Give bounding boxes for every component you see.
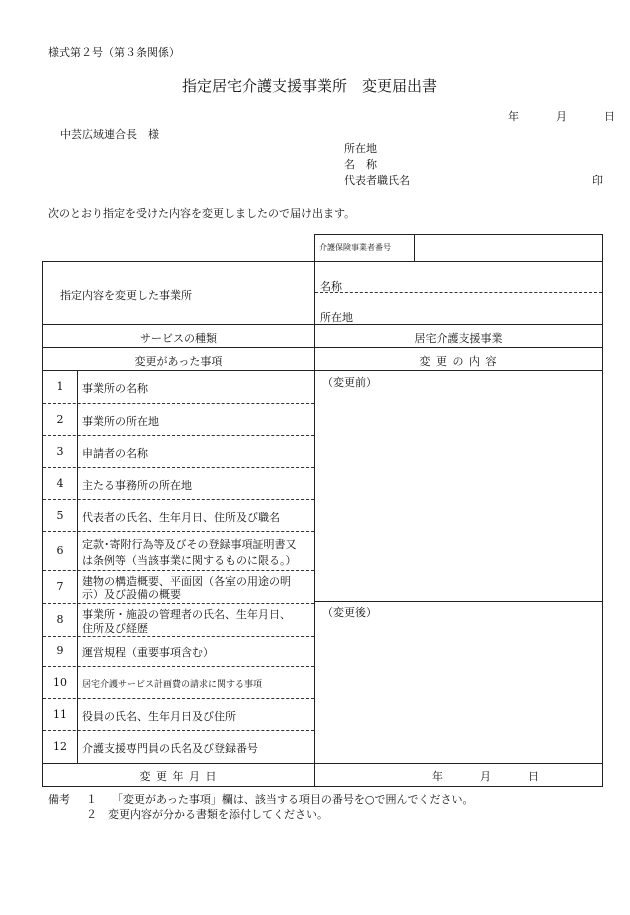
note-2-number: ２ [86,808,97,821]
date-year: 年 [508,110,519,123]
change-date-day: 日 [528,770,539,783]
list-item: 役員の氏名、生年月日及び住所 [82,710,236,723]
list-item: 建物の構造概要、平面図（各室の用途の明 [82,575,291,588]
list-item: 事業所の所在地 [82,415,159,428]
applicant-name-label: 名 称 [344,158,377,171]
change-content-header: 変 更 の 内 容 [419,355,498,368]
item-number[interactable]: 8 [56,613,64,626]
item-number[interactable]: 5 [56,509,64,522]
note-1: 「変更があった事項」欄は、該当する項目の番号を○で囲んでください。 [112,793,474,806]
list-item: 主たる事務所の所在地 [82,479,192,492]
date-day: 日 [604,110,615,123]
after-label: （変更後） [322,606,377,619]
list-item: 運営規程（重要事項含む） [82,646,214,659]
item-number[interactable]: 2 [56,413,64,426]
before-label: （変更前） [322,376,377,389]
note-1-number: １ [86,793,97,806]
list-item: 事業所の名称 [82,382,148,395]
form-number: 様式第２号（第３条関係） [48,46,180,59]
list-item-line2: は条例等（当該事業に関するものに限る。） [82,554,297,567]
intro-text: 次のとおり指定を受けた内容を変更しましたので届け出ます。 [48,207,356,220]
insurer-number-label: 介護保険事業者番号 [319,243,391,252]
item-number[interactable]: 1 [56,380,64,393]
item-number[interactable]: 7 [56,580,64,593]
facility-label: 指定内容を変更した事業所 [60,289,192,302]
item-number[interactable]: 3 [56,445,64,458]
applicant-address-label: 所在地 [344,142,377,155]
item-number[interactable]: 11 [53,708,67,721]
list-item-line2: 示）及び設備の概要 [82,588,181,601]
seal-mark: 印 [592,174,603,187]
service-type-label: サービスの種類 [140,332,217,345]
page-title: 指定居宅介護支援事業所 変更届出書 [182,77,438,95]
changed-items-header: 変更があった事項 [134,355,223,368]
list-item: 事業所・施設の管理者の氏名、生年月日、 [82,608,291,621]
list-item: 介護支援専門員の氏名及び登録番号 [82,742,258,755]
note-2: 変更内容が分かる書類を添付してください。 [108,808,328,821]
change-date-label: 変 更 年 月 日 [139,770,218,783]
list-item: 定款･寄附行為等及びその登録事項証明書又 [82,538,297,551]
item-number[interactable]: 10 [53,676,67,689]
item-number[interactable]: 12 [53,740,67,753]
list-item: 申請者の名称 [82,447,148,460]
list-item-line2: 住所及び経歴 [82,622,148,635]
applicant-rep-label: 代表者職氏名 [344,174,410,187]
notes-label: 備考 [48,793,70,806]
change-date-year: 年 [432,770,443,783]
service-type-value: 居宅介護支援事業 [414,332,503,345]
addressee: 中芸広域連合長 様 [60,128,159,141]
item-number[interactable]: 4 [56,477,64,490]
facility-address-label: 所在地 [320,311,353,324]
list-item: 居宅介護サービス計画費の請求に関する事項 [82,680,263,690]
change-date-month: 月 [480,770,491,783]
facility-name-label: 名称 [320,280,342,293]
item-number[interactable]: 9 [56,644,64,657]
list-item: 代表者の氏名、生年月日、住所及び職名 [82,511,280,524]
date-month: 月 [556,110,567,123]
insurer-number-field[interactable] [420,240,596,256]
item-number[interactable]: 6 [56,544,64,557]
